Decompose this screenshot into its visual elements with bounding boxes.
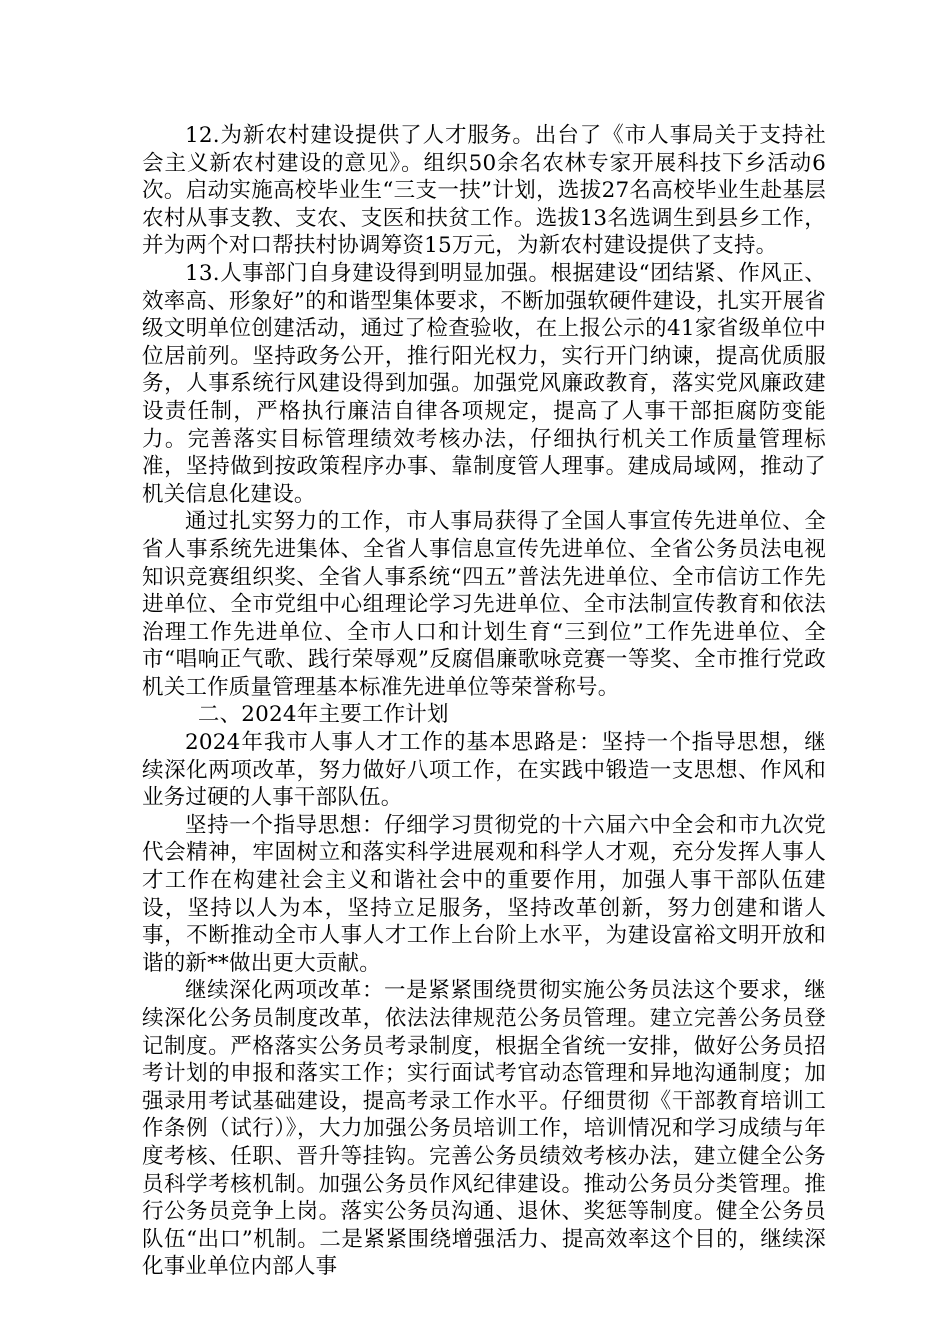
- paragraph-basic-approach: 2024年我市人事人才工作的基本思路是：坚持一个指导思想，继续深化两项改革，努力做好八项工作，在实践中锻造一支思想、作风和业务过硬的人事干部队伍。: [142, 730, 826, 811]
- section-heading-work-plan: 二、2024年主要工作计划: [197, 702, 449, 728]
- paragraph-guiding-ideology: 坚持一个指导思想：仔细学习贯彻党的十六届六中全会和市九次党代会精神，牢固树立和落实科学进展观和科学人才观，充分发挥人事人才工作在构建社会主义和谐社会中的重要作用，加强人事干部队伍建设，坚持以人为本，坚持立足服务，坚持改革创新，努力创建和谐人事，不断推动全市人事人才工作上台阶上水平，为建设富裕文明开放和谐的新**做出更大贡献。: [142, 812, 826, 976]
- paragraph-department-self-building: 13.人事部门自身建设得到明显加强。根据建设“团结紧、作风正、效率高、形象好”的和谐型集体要求，不断加强软硬件建设，扎实开展省级文明单位创建活动，通过了检查验收，在上报公示的41家省级单位中位居前列。坚持政务公开，推行阳光权力，实行开门纳谏，提高优质服务，人事系统行风建设得到加强。加强党风廉政教育，落实党风廉政建设责任制，严格执行廉洁自律各项规定，提高了人事干部拒腐防变能力。完善落实目标管理绩效考核办法，仔细执行机关工作质量管理标准，坚持做到按政策程序办事、靠制度管人理事。建成局域网，推动了机关信息化建设。: [142, 260, 826, 507]
- paragraph-honors: 通过扎实努力的工作，市人事局获得了全国人事宣传先进单位、全省人事系统先进集体、全省人事信息宣传先进单位、全省公务员法电视知识竞赛组织奖、全省人事系统“四五”普法先进单位、全市信访工作先进单位、全市党组中心组理论学习先进单位、全市法制宣传教育和依法治理工作先进单位、全市人口和计划生育“三到位”工作先进单位、全市“唱响正气歌、践行荣辱观”反腐倡廉歌咏竞赛一等奖、全市推行党政机关工作质量管理基本标准先进单位等荣誉称号。: [142, 509, 826, 700]
- document-body: [142, 122, 826, 1281]
- paragraph-rural-talent-service: 12.为新农村建设提供了人才服务。出台了《市人事局关于支持社会主义新农村建设的意见》。组织50余名农林专家开展科技下乡活动6次。启动实施高校毕业生“三支一扶”计划，选拔27名高校毕业生赴基层农村从事支教、支农、支医和扶贫工作。选拔13名选调生到县乡工作，并为两个对口帮扶村协调筹资15万元，为新农村建设提供了支持。: [142, 123, 826, 259]
- paragraph-two-reforms: 继续深化两项改革：一是紧紧围绕贯彻实施公务员法这个要求，继续深化公务员制度改革，依法法律规范公务员管理。建立完善公务员登记制度。严格落实公务员考录制度，根据全省统一安排，做好公务员招考计划的申报和落实工作；实行面试考官动态管理和异地沟通制度；加强录用考试基础建设，提高考录工作水平。仔细贯彻《干部教育培训工作条例（试行）》，大力加强公务员培训工作，培训情况和学习成绩与年度考核、任职、晋升等挂钩。完善公务员绩效考核办法，建立健全公务员科学考核机制。加强公务员作风纪律建设。推动公务员分类管理。推行公务员竞争上岗。落实公务员沟通、退休、奖惩等制度。健全公务员队伍“出口”机制。二是紧紧围绕增强活力、提高效率这个目的，继续深化事业单位内部人事: [142, 978, 826, 1280]
